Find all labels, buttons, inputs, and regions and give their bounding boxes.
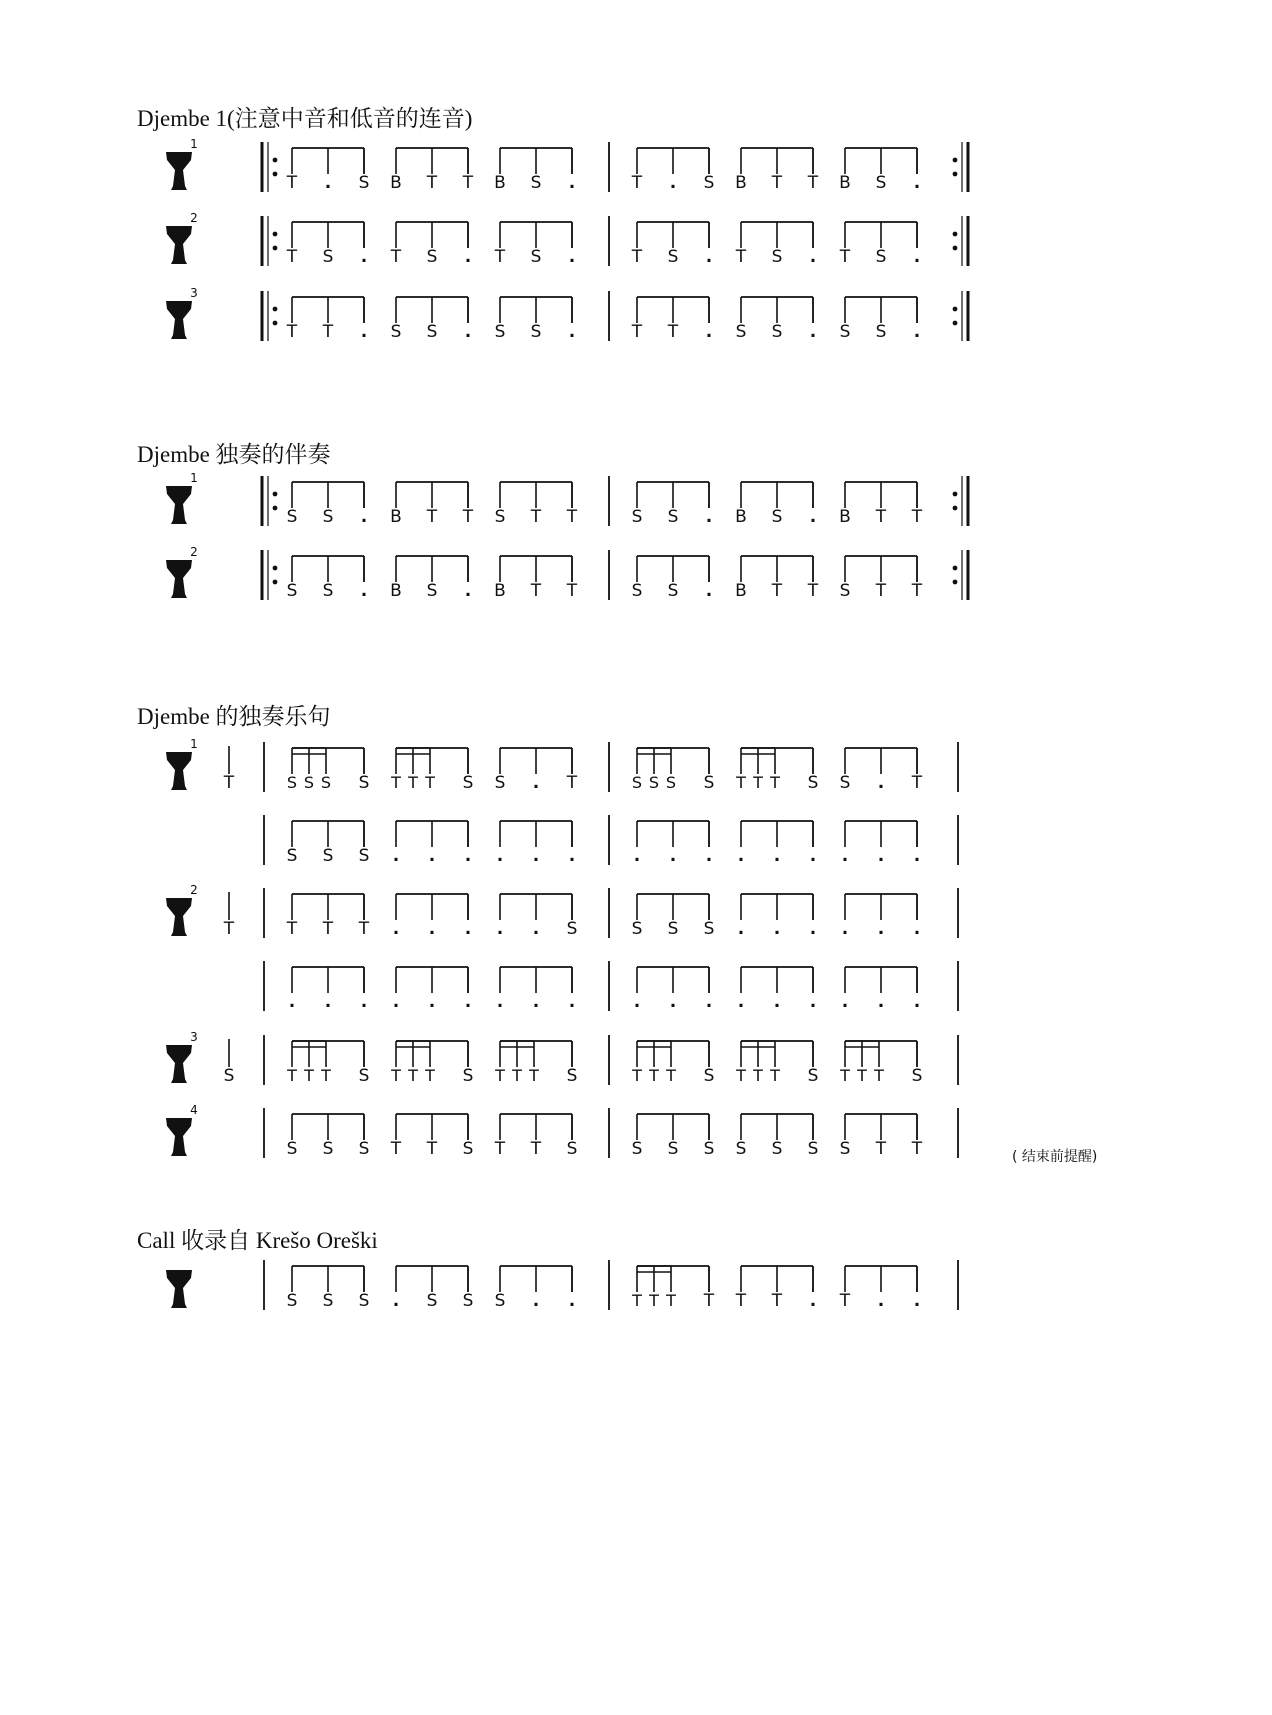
- note-glyph: .: [464, 581, 472, 601]
- note-glyph: .: [705, 581, 713, 601]
- note-glyph: .: [841, 846, 849, 866]
- note-glyph: .: [841, 992, 849, 1012]
- note-glyph: .: [877, 992, 885, 1012]
- djembe-icon: [166, 1118, 192, 1156]
- note-glyph: .: [705, 247, 713, 267]
- note-glyph: .: [705, 507, 713, 527]
- note-glyph: S: [530, 322, 542, 342]
- note-glyph: T: [425, 773, 435, 792]
- part-number: 1: [190, 471, 198, 485]
- djembe-icon: [166, 152, 192, 190]
- note-glyph: T: [462, 173, 474, 193]
- djembe-icon: [166, 301, 192, 339]
- djembe-icon: [166, 898, 192, 936]
- note-glyph: S: [771, 247, 783, 267]
- end-note: ( 结束前提醒): [1012, 1149, 1098, 1165]
- note-glyph: S: [667, 247, 679, 267]
- note-glyph: .: [633, 846, 641, 866]
- note-glyph: S: [839, 773, 851, 793]
- note-glyph: T: [631, 173, 643, 193]
- note-glyph: T: [839, 247, 851, 267]
- note-glyph: S: [667, 1139, 679, 1159]
- note-glyph: S: [911, 1066, 923, 1086]
- note-glyph: S: [703, 173, 715, 193]
- note-glyph: .: [392, 846, 400, 866]
- note-glyph: S: [631, 1139, 643, 1159]
- note-glyph: .: [737, 919, 745, 939]
- note-glyph: S: [320, 773, 332, 792]
- note-glyph: S: [807, 1066, 819, 1086]
- note-glyph: S: [703, 1066, 715, 1086]
- note-glyph: S: [771, 1139, 783, 1159]
- row-s3-r2: [264, 815, 958, 866]
- note-glyph: .: [392, 919, 400, 939]
- note-glyph: T: [426, 507, 438, 527]
- note-glyph: .: [464, 322, 472, 342]
- repeat-dot: [953, 307, 958, 312]
- note-glyph: B: [735, 507, 747, 527]
- note-glyph: S: [735, 1139, 747, 1159]
- pickup-glyph: T: [223, 773, 235, 793]
- repeat-dot: [273, 246, 278, 251]
- note-glyph: .: [532, 846, 540, 866]
- note-glyph: S: [322, 1291, 334, 1311]
- row-s4-r1: [166, 1260, 958, 1311]
- note-glyph: B: [839, 507, 851, 527]
- row-s1-r3: [166, 286, 968, 342]
- part-number: 2: [190, 211, 198, 225]
- note-glyph: S: [631, 919, 643, 939]
- note-glyph: T: [839, 1291, 851, 1311]
- note-glyph: S: [839, 322, 851, 342]
- note-glyph: S: [566, 919, 578, 939]
- row-s3-r1: [166, 737, 958, 793]
- note-glyph: B: [390, 507, 402, 527]
- note-glyph: S: [494, 322, 506, 342]
- note-glyph: S: [875, 173, 887, 193]
- note-glyph: T: [494, 247, 506, 267]
- note-glyph: S: [286, 846, 298, 866]
- note-glyph: S: [703, 1139, 715, 1159]
- note-glyph: S: [807, 1139, 819, 1159]
- note-glyph: S: [358, 846, 370, 866]
- note-glyph: S: [358, 773, 370, 793]
- note-glyph: T: [875, 581, 887, 601]
- note-glyph: T: [771, 1291, 783, 1311]
- note-glyph: T: [566, 773, 578, 793]
- note-glyph: T: [771, 581, 783, 601]
- note-glyph: T: [911, 773, 923, 793]
- note-glyph: T: [529, 1066, 539, 1085]
- note-glyph: .: [360, 581, 368, 601]
- note-glyph: S: [631, 507, 643, 527]
- djembe-icon: [166, 1270, 192, 1308]
- section-title-2: Djembe 独奏的伴奏: [137, 442, 331, 467]
- note-glyph: S: [735, 322, 747, 342]
- note-glyph: S: [286, 1139, 298, 1159]
- part-number: 3: [190, 1030, 198, 1044]
- note-glyph: S: [426, 1291, 438, 1311]
- note-glyph: T: [462, 507, 474, 527]
- note-glyph: .: [532, 919, 540, 939]
- note-glyph: S: [839, 1139, 851, 1159]
- note-glyph: S: [426, 322, 438, 342]
- note-glyph: T: [875, 1139, 887, 1159]
- note-glyph: T: [736, 1066, 746, 1085]
- note-glyph: T: [911, 1139, 923, 1159]
- note-glyph: T: [649, 1066, 659, 1085]
- note-glyph: T: [321, 1066, 331, 1085]
- repeat-dot: [953, 246, 958, 251]
- note-glyph: S: [322, 507, 334, 527]
- repeat-dot: [273, 506, 278, 511]
- note-glyph: S: [286, 1291, 298, 1311]
- note-glyph: S: [807, 773, 819, 793]
- note-glyph: .: [568, 173, 576, 193]
- repeat-dot: [953, 158, 958, 163]
- part-number: 1: [190, 137, 198, 151]
- note-glyph: .: [773, 846, 781, 866]
- note-glyph: S: [631, 581, 643, 601]
- note-glyph: T: [632, 1291, 642, 1310]
- note-glyph: .: [705, 846, 713, 866]
- note-glyph: .: [392, 1291, 400, 1311]
- repeat-dot: [953, 506, 958, 511]
- note-glyph: .: [809, 1291, 817, 1311]
- note-glyph: S: [462, 773, 474, 793]
- section-title-4: Call 收录自 Krešo Oreški: [137, 1228, 378, 1253]
- pickup-glyph: S: [223, 1066, 235, 1086]
- note-glyph: T: [874, 1066, 884, 1085]
- note-glyph: S: [875, 247, 887, 267]
- part-number: 3: [190, 286, 198, 300]
- note-glyph: S: [358, 173, 370, 193]
- note-glyph: .: [809, 846, 817, 866]
- repeat-dot: [273, 580, 278, 585]
- note-glyph: T: [632, 1066, 642, 1085]
- note-glyph: .: [737, 992, 745, 1012]
- note-glyph: .: [360, 507, 368, 527]
- row-s3-r6: [166, 1103, 958, 1159]
- note-glyph: T: [425, 1066, 435, 1085]
- note-glyph: .: [496, 992, 504, 1012]
- section-title-3: Djembe 的独奏乐句: [137, 704, 331, 729]
- note-glyph: T: [735, 247, 747, 267]
- note-glyph: T: [512, 1066, 522, 1085]
- note-glyph: S: [322, 846, 334, 866]
- note-glyph: S: [530, 247, 542, 267]
- djembe-icon: [166, 560, 192, 598]
- section-title-1: Djembe 1(注意中音和低音的连音): [137, 106, 473, 131]
- note-glyph: .: [633, 992, 641, 1012]
- note-glyph: S: [875, 322, 887, 342]
- part-number: 4: [190, 1103, 198, 1117]
- note-glyph: .: [568, 992, 576, 1012]
- note-glyph: .: [568, 846, 576, 866]
- note-glyph: S: [322, 581, 334, 601]
- note-glyph: S: [358, 1066, 370, 1086]
- note-glyph: S: [494, 1291, 506, 1311]
- note-glyph: S: [286, 507, 298, 527]
- note-glyph: T: [735, 1291, 747, 1311]
- note-glyph: T: [566, 507, 578, 527]
- note-glyph: .: [669, 846, 677, 866]
- note-glyph: .: [877, 846, 885, 866]
- note-glyph: T: [494, 1139, 506, 1159]
- note-glyph: T: [840, 1066, 850, 1085]
- repeat-dot: [273, 232, 278, 237]
- djembe-icon: [166, 226, 192, 264]
- repeat-dot: [273, 172, 278, 177]
- note-glyph: .: [360, 247, 368, 267]
- note-glyph: .: [773, 919, 781, 939]
- note-glyph: S: [839, 581, 851, 601]
- row-s3-r4: [264, 961, 958, 1012]
- note-glyph: T: [649, 1291, 659, 1310]
- note-glyph: T: [322, 322, 334, 342]
- note-glyph: .: [809, 992, 817, 1012]
- pickup-glyph: T: [223, 919, 235, 939]
- note-glyph: S: [322, 247, 334, 267]
- note-glyph: .: [568, 1291, 576, 1311]
- repeat-dot: [953, 321, 958, 326]
- repeat-dot: [953, 492, 958, 497]
- note-glyph: B: [390, 581, 402, 601]
- note-glyph: T: [857, 1066, 867, 1085]
- note-glyph: S: [648, 773, 660, 792]
- note-glyph: T: [304, 1066, 314, 1085]
- note-glyph: S: [462, 1291, 474, 1311]
- note-glyph: T: [287, 1066, 297, 1085]
- note-glyph: S: [667, 919, 679, 939]
- djembe-icon: [166, 486, 192, 524]
- repeat-dot: [953, 580, 958, 585]
- note-glyph: .: [428, 846, 436, 866]
- note-glyph: T: [753, 1066, 763, 1085]
- note-glyph: .: [568, 322, 576, 342]
- row-s3-r3: [166, 883, 958, 939]
- note-glyph: T: [426, 173, 438, 193]
- note-glyph: .: [705, 322, 713, 342]
- note-glyph: S: [703, 919, 715, 939]
- note-glyph: S: [667, 507, 679, 527]
- note-glyph: T: [666, 1066, 676, 1085]
- note-glyph: .: [428, 992, 436, 1012]
- note-glyph: .: [913, 846, 921, 866]
- note-glyph: .: [877, 1291, 885, 1311]
- note-glyph: .: [737, 846, 745, 866]
- note-glyph: S: [494, 773, 506, 793]
- part-number: 1: [190, 737, 198, 751]
- note-glyph: .: [324, 992, 332, 1012]
- note-glyph: .: [464, 247, 472, 267]
- note-glyph: .: [877, 919, 885, 939]
- note-glyph: .: [913, 173, 921, 193]
- note-glyph: T: [703, 1291, 715, 1311]
- note-glyph: .: [532, 1291, 540, 1311]
- note-glyph: T: [408, 1066, 418, 1085]
- note-glyph: .: [464, 992, 472, 1012]
- repeat-dot: [953, 232, 958, 237]
- note-glyph: S: [426, 247, 438, 267]
- note-glyph: B: [390, 173, 402, 193]
- note-glyph: T: [911, 507, 923, 527]
- note-glyph: T: [391, 773, 401, 792]
- note-glyph: B: [735, 581, 747, 601]
- note-glyph: .: [496, 919, 504, 939]
- note-glyph: .: [360, 322, 368, 342]
- note-glyph: S: [462, 1139, 474, 1159]
- note-glyph: .: [324, 173, 332, 193]
- row-s2-r2: [166, 545, 968, 601]
- djembe-icon: [166, 752, 192, 790]
- note-glyph: S: [358, 1291, 370, 1311]
- note-glyph: S: [771, 322, 783, 342]
- note-glyph: S: [771, 507, 783, 527]
- note-glyph: T: [408, 773, 418, 792]
- note-glyph: S: [462, 1066, 474, 1086]
- note-glyph: T: [286, 919, 298, 939]
- row-s1-r2: [166, 211, 968, 267]
- note-glyph: .: [809, 919, 817, 939]
- note-glyph: S: [566, 1139, 578, 1159]
- note-glyph: .: [669, 992, 677, 1012]
- note-glyph: T: [875, 507, 887, 527]
- note-glyph: T: [426, 1139, 438, 1159]
- note-glyph: T: [667, 322, 679, 342]
- note-glyph: T: [807, 173, 819, 193]
- note-glyph: .: [913, 1291, 921, 1311]
- note-glyph: B: [735, 173, 747, 193]
- note-glyph: .: [669, 173, 677, 193]
- note-glyph: T: [631, 322, 643, 342]
- repeat-dot: [273, 158, 278, 163]
- note-glyph: T: [358, 919, 370, 939]
- note-glyph: T: [666, 1291, 676, 1310]
- note-glyph: S: [703, 773, 715, 793]
- note-glyph: B: [494, 173, 506, 193]
- note-glyph: .: [809, 322, 817, 342]
- note-glyph: .: [464, 919, 472, 939]
- note-glyph: .: [496, 846, 504, 866]
- note-glyph: S: [303, 773, 315, 792]
- note-glyph: S: [667, 581, 679, 601]
- repeat-dot: [273, 307, 278, 312]
- note-glyph: S: [566, 1066, 578, 1086]
- note-glyph: S: [358, 1139, 370, 1159]
- note-glyph: S: [286, 581, 298, 601]
- note-glyph: T: [770, 1066, 780, 1085]
- note-glyph: S: [665, 773, 677, 792]
- note-glyph: S: [631, 773, 643, 792]
- note-glyph: S: [530, 173, 542, 193]
- note-glyph: .: [913, 322, 921, 342]
- note-glyph: .: [360, 992, 368, 1012]
- note-glyph: .: [532, 773, 540, 793]
- note-glyph: T: [286, 173, 298, 193]
- note-glyph: .: [392, 992, 400, 1012]
- note-glyph: T: [530, 581, 542, 601]
- note-glyph: .: [913, 919, 921, 939]
- note-glyph: .: [428, 919, 436, 939]
- note-glyph: T: [753, 773, 763, 792]
- note-glyph: .: [705, 992, 713, 1012]
- note-glyph: .: [877, 773, 885, 793]
- note-glyph: .: [532, 992, 540, 1012]
- note-glyph: T: [530, 507, 542, 527]
- note-glyph: T: [390, 247, 402, 267]
- note-glyph: T: [566, 581, 578, 601]
- note-glyph: .: [913, 247, 921, 267]
- note-glyph: .: [809, 507, 817, 527]
- note-glyph: S: [322, 1139, 334, 1159]
- note-glyph: T: [286, 247, 298, 267]
- note-glyph: .: [809, 247, 817, 267]
- note-glyph: B: [494, 581, 506, 601]
- note-glyph: S: [426, 581, 438, 601]
- repeat-dot: [953, 566, 958, 571]
- note-glyph: T: [771, 173, 783, 193]
- note-glyph: .: [288, 992, 296, 1012]
- note-glyph: T: [286, 322, 298, 342]
- note-glyph: .: [913, 992, 921, 1012]
- note-glyph: T: [322, 919, 334, 939]
- row-s2-r1: [166, 471, 968, 527]
- note-glyph: .: [568, 247, 576, 267]
- note-glyph: .: [464, 846, 472, 866]
- repeat-dot: [273, 492, 278, 497]
- note-glyph: .: [841, 919, 849, 939]
- note-glyph: T: [770, 773, 780, 792]
- djembe-icon: [166, 1045, 192, 1083]
- note-glyph: S: [390, 322, 402, 342]
- note-glyph: S: [286, 773, 298, 792]
- row-s3-r5: [166, 1030, 958, 1086]
- note-glyph: T: [911, 581, 923, 601]
- note-glyph: T: [631, 247, 643, 267]
- repeat-dot: [953, 172, 958, 177]
- part-number: 2: [190, 545, 198, 559]
- row-s1-r1: [166, 137, 968, 193]
- note-glyph: T: [807, 581, 819, 601]
- note-glyph: T: [736, 773, 746, 792]
- repeat-dot: [273, 321, 278, 326]
- note-glyph: S: [494, 507, 506, 527]
- note-glyph: .: [773, 992, 781, 1012]
- note-glyph: T: [391, 1066, 401, 1085]
- note-glyph: T: [390, 1139, 402, 1159]
- note-glyph: T: [530, 1139, 542, 1159]
- note-glyph: B: [839, 173, 851, 193]
- part-number: 2: [190, 883, 198, 897]
- repeat-dot: [273, 566, 278, 571]
- note-glyph: T: [495, 1066, 505, 1085]
